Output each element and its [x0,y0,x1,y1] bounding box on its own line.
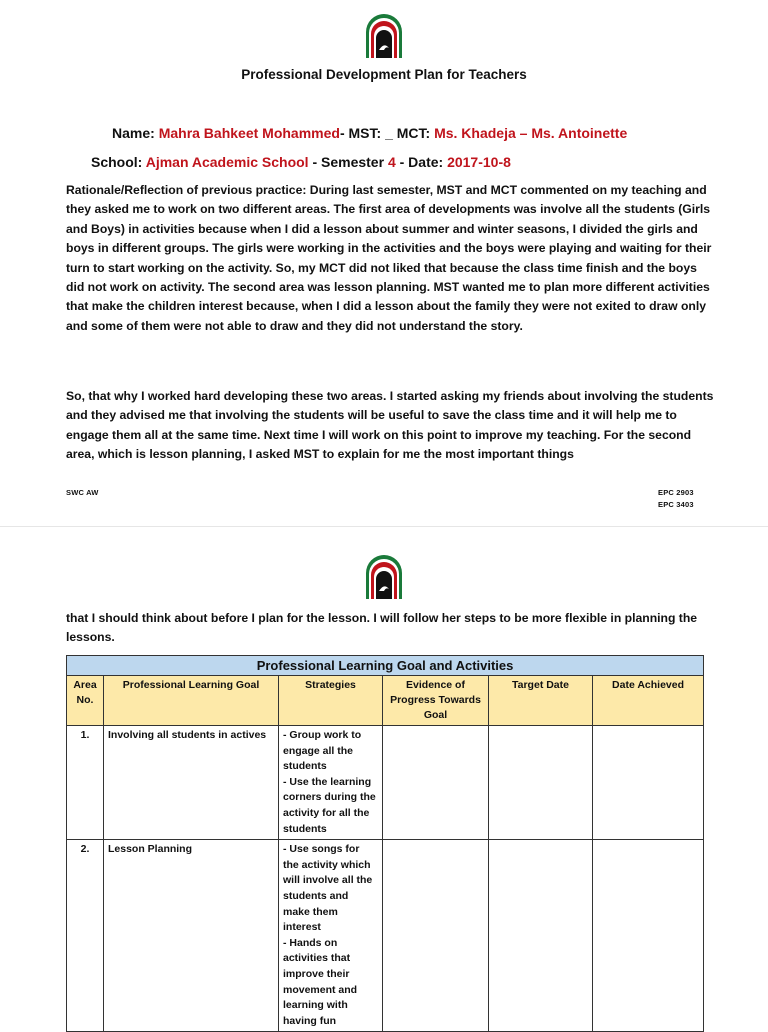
column-header: Evidence of Progress Towards Goal [383,676,489,726]
name-line [112,125,627,141]
mst-mct-label: - MST: _ MCT: [339,125,435,141]
school-crest-icon [362,12,406,58]
goal-cell: Lesson Planning [104,840,279,1032]
semester-value: 4 [387,154,396,170]
strategies-cell: - Use songs for the activity which will involve all the students and make them interest - Hands on activities that improve their movement and learning with having fun [279,840,383,1032]
semester-label: - Semester [308,154,388,170]
column-header: Target Date [489,676,593,726]
school-crest-icon [362,553,406,599]
footer-course-1: EPC 2903 [658,488,694,497]
table-row [67,840,704,1032]
column-header: Date Achieved [593,676,704,726]
target-date-cell [489,840,593,1032]
date-achieved-cell [593,840,704,1032]
rationale-paragraph: Rationale/Reflection of previous practice: During last semester, MST and MCT commented on my teaching and they asked me to work on two different areas. The first area of developments was involve all the students (Girls and Boys) in activities because when I did a lesson about summer and winter seasons, I divided the girls and boys in different groups. The girls were working in the activities and the boys were playing and waiting for their turn to start working on the activity. So, my MCT did not liked that because the class time finish and the boys did not work on activity. The second area was lesson planning. MST wanted me to plan more different activities that make the children interest because, when I did a lesson about the family they were not exited to draw only and some of them were not able to draw and they did not understand the story. [66,183,712,333]
reflection-paragraph: So, that why I worked hard developing these two areas. I started asking my friends about involving the students and they advised me that involving the students will be useful to save the class time and it will help me to engage them all at the same time. Next time I will work on this point to improve my teaching. For the second area, which is lesson planning, I asked MST to explain for me the most important things [66,389,714,462]
school-line [91,154,511,170]
page-title: Professional Development Plan for Teachers [241,67,527,82]
teacher-name: Mahra Bahkeet Mohammed [158,125,340,141]
mct-names: Ms. Khadeja – Ms. Antoinette [434,125,628,141]
evidence-cell [383,726,489,840]
school-name: Ajman Academic School [145,154,309,170]
evidence-cell [383,840,489,1032]
continuation-paragraph: that I should think about before I plan for the lesson. I will follow her steps to be more flexible in planning the lessons. [66,611,698,645]
name-label: Name: [112,125,159,141]
footer-course-2: EPC 3403 [658,500,694,509]
school-label: School: [91,154,146,170]
column-header: Professional Learning Goal [104,676,279,726]
table-row [67,726,704,840]
table-caption: Professional Learning Goal and Activities [67,656,704,676]
goal-cell: Involving all students in actives [104,726,279,840]
area-number: 1. [67,726,104,840]
learning-goals-table [66,655,704,1032]
date-value: 2017-10-8 [447,154,511,170]
column-header: Area No. [67,676,104,726]
strategies-cell: - Group work to engage all the students - Use the learning corners during the activity for all the students [279,726,383,840]
area-number: 2. [67,840,104,1032]
date-label: - Date: [395,154,448,170]
page-divider [0,526,768,527]
column-header: Strategies [279,676,383,726]
footer-left: SWC AW [66,488,99,497]
target-date-cell [489,726,593,840]
date-achieved-cell [593,726,704,840]
